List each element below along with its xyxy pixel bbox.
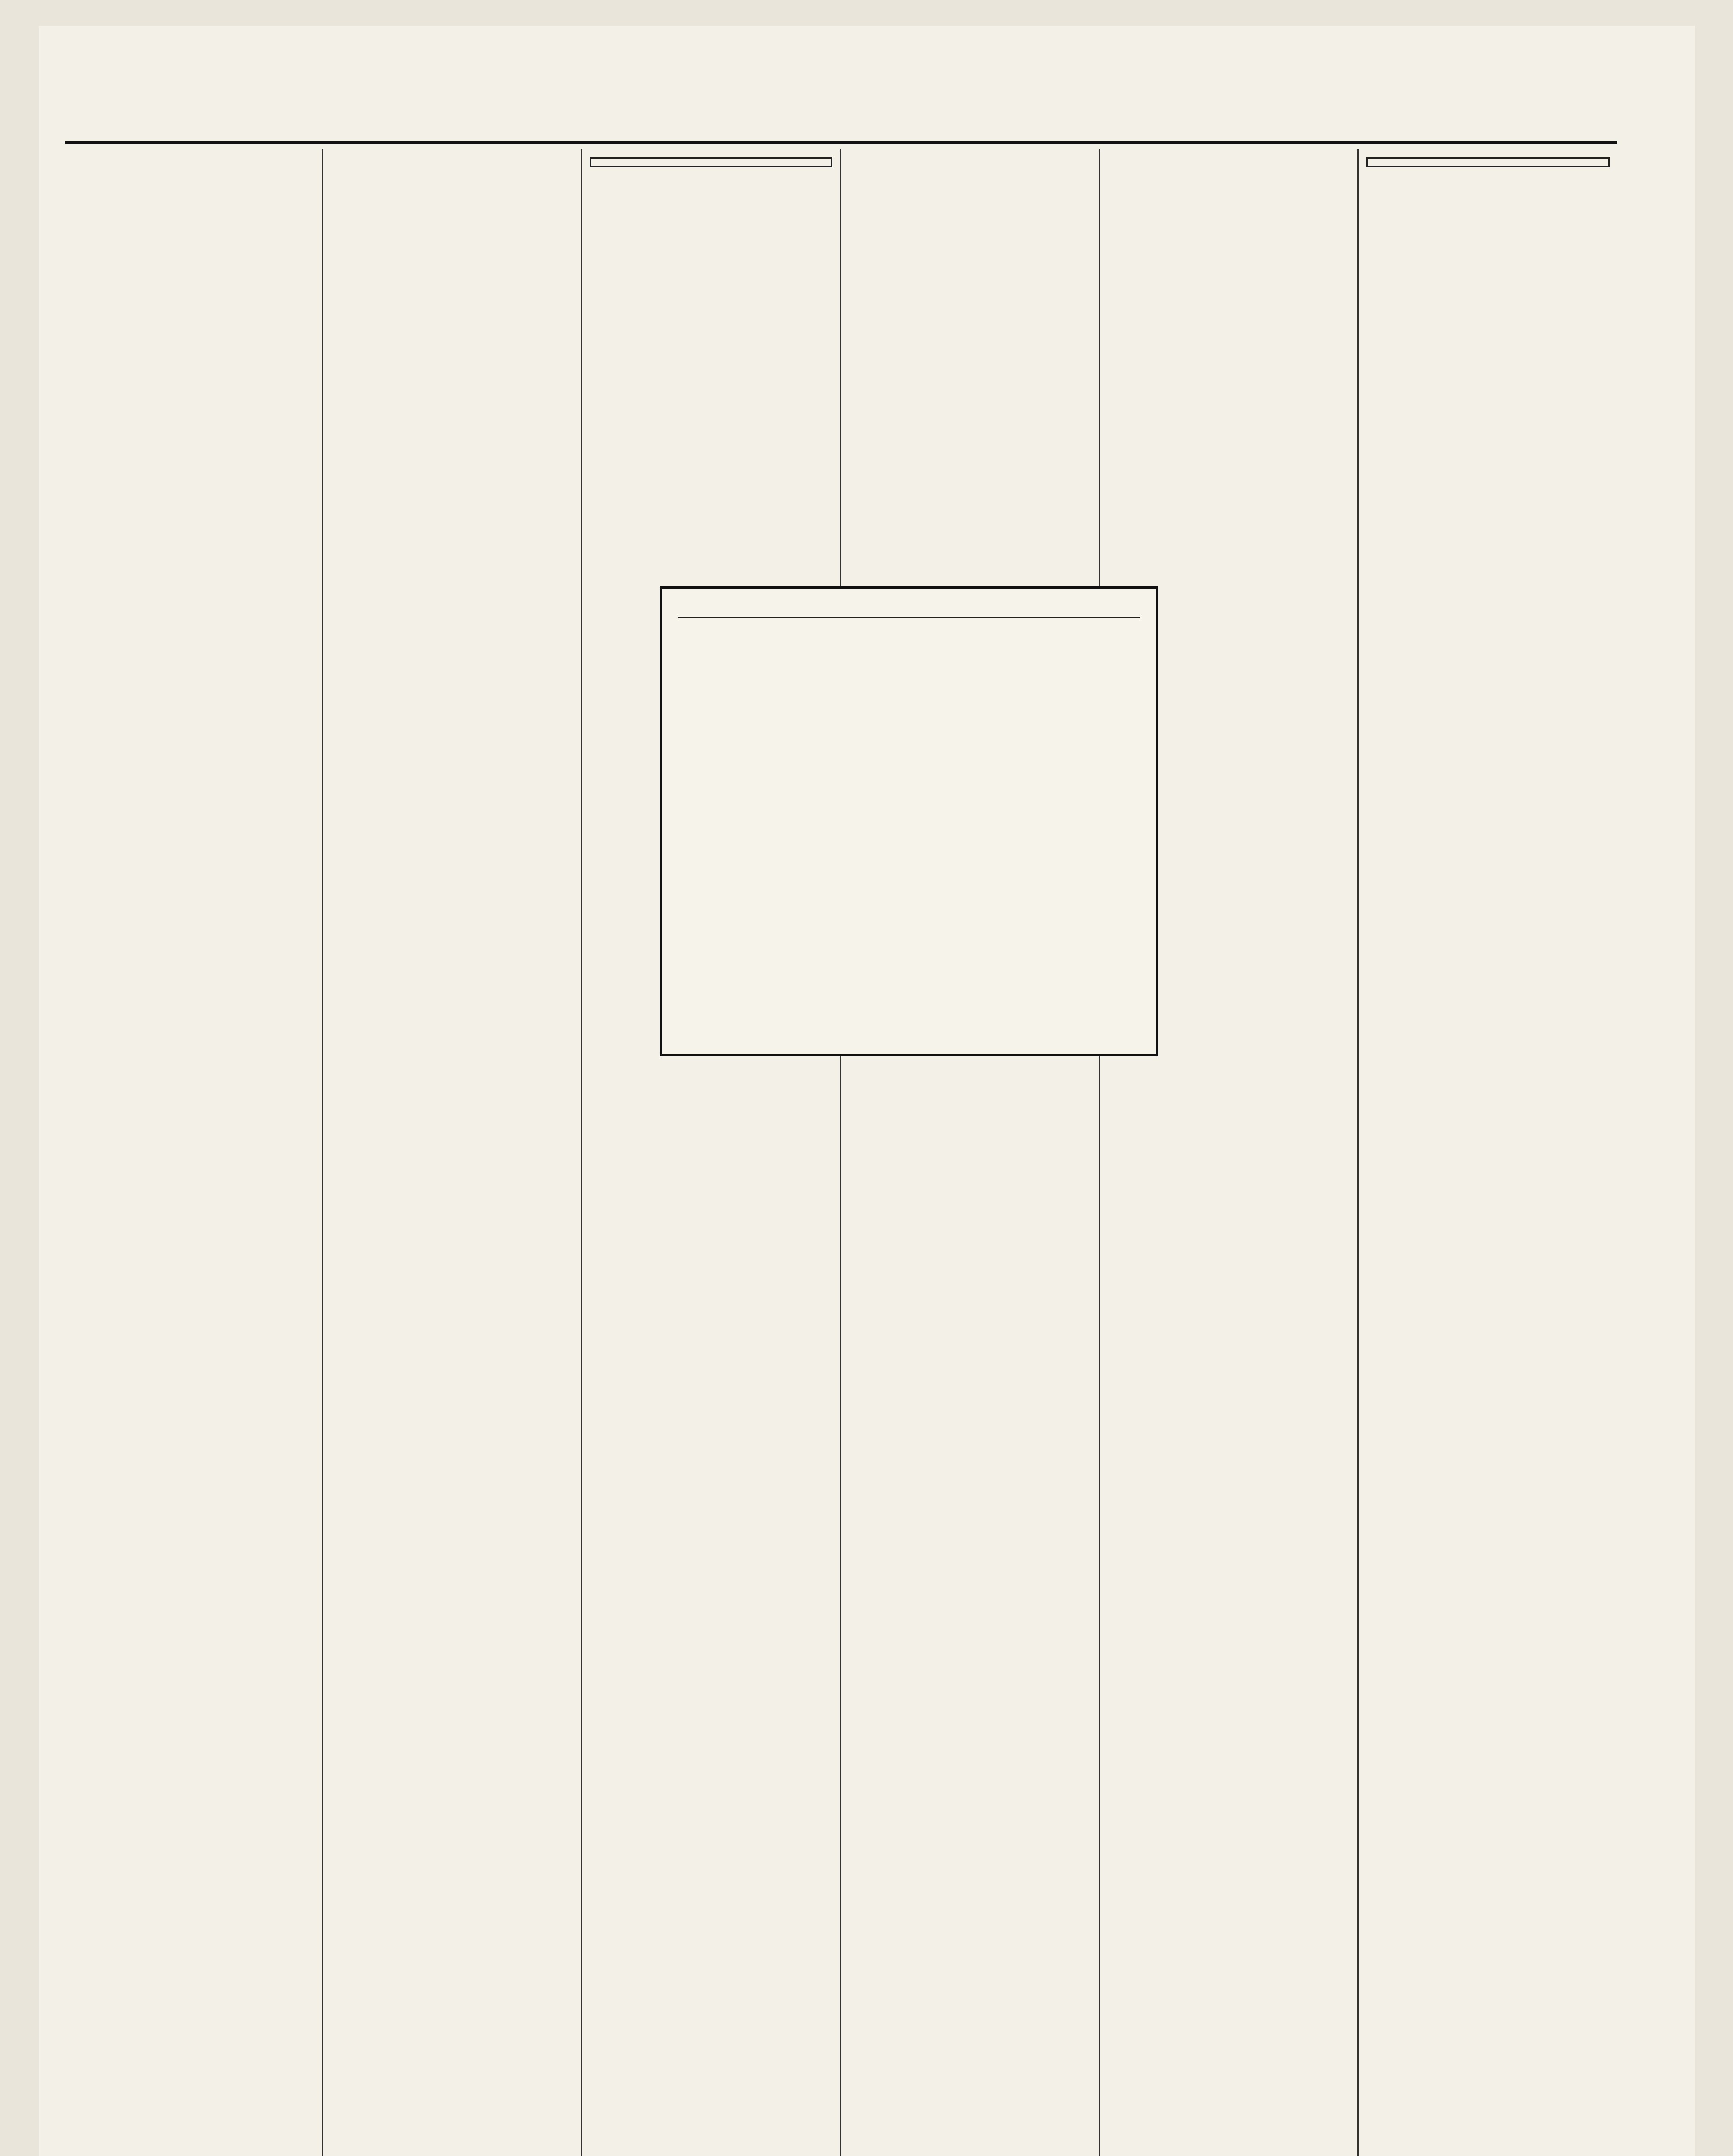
section-heading-offered: [590, 157, 832, 167]
masthead: [65, 103, 1617, 138]
section-heading-sought: [1366, 157, 1610, 167]
column-3: [582, 149, 841, 2156]
masthead-rule: [65, 141, 1617, 144]
column-4: [841, 149, 1100, 2156]
column-1: [65, 149, 323, 2156]
column-6: [1359, 149, 1617, 2156]
column-2: [323, 149, 582, 2156]
classified-columns: [65, 149, 1617, 2156]
promo-total: [678, 617, 1140, 623]
column-5: [1100, 149, 1359, 2156]
promo-box: [660, 586, 1158, 1056]
